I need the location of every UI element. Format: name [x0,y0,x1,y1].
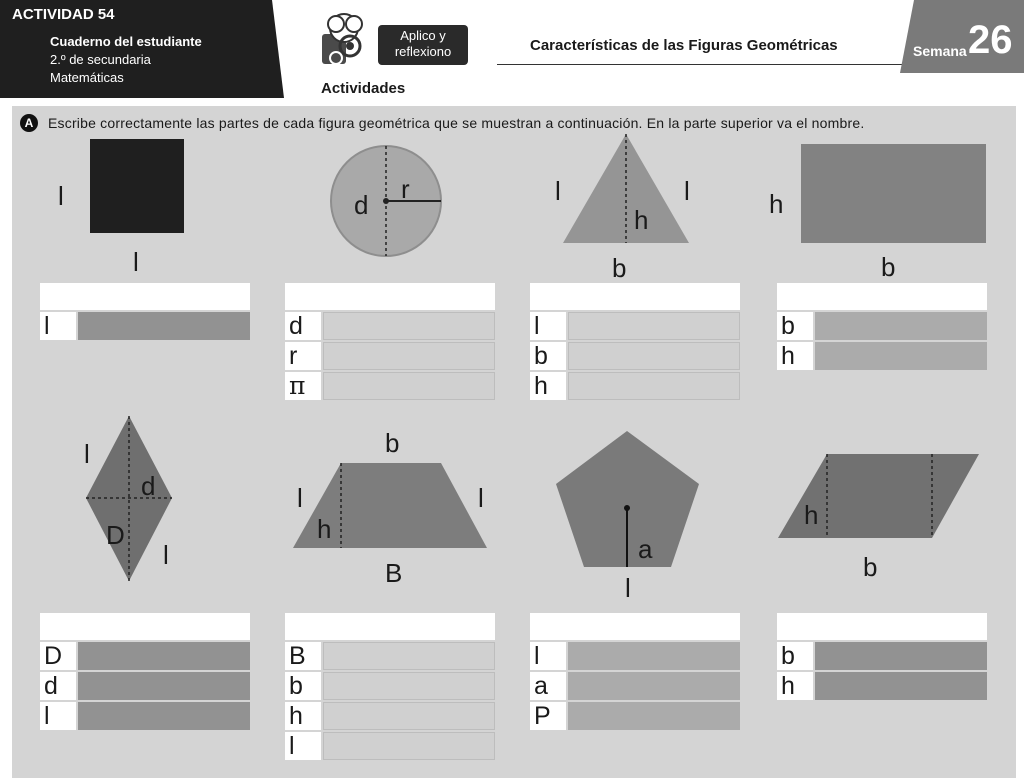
week-number: 26 [968,18,1013,62]
figure-name-input[interactable] [777,613,987,640]
table-row [530,642,740,670]
table-row [285,312,495,340]
element-input[interactable] [568,672,740,700]
table-row [530,312,740,340]
element-label: h [530,372,566,400]
table-row [530,372,740,400]
trapezoid-minor-base: b [385,428,400,458]
rectangle-figure [801,144,986,243]
badge-line-1: Aplico y [400,28,446,43]
figure-name-input[interactable] [285,283,495,310]
figure-name-input[interactable] [40,283,250,310]
figure-name-input[interactable] [40,613,250,640]
table-row [530,702,740,730]
element-input[interactable] [323,672,495,700]
element-input[interactable] [568,372,740,400]
element-input[interactable] [568,312,740,340]
answer-table-trapezoid [285,613,495,760]
element-input[interactable] [323,642,495,670]
triangle-figure [563,134,689,243]
rhombus-figure [86,416,172,581]
pentagon-figure [556,431,699,567]
table-row [285,342,495,370]
element-input[interactable] [815,642,987,670]
element-label: l [285,732,321,760]
subject-text: Matemáticas [50,70,124,85]
figure-name-input[interactable] [777,283,987,310]
answer-table-rhombus [40,613,250,730]
element-label: l [40,312,76,340]
table-row [285,372,495,400]
rhombus-minor-diagonal: d [141,471,156,501]
element-input[interactable] [323,312,495,340]
answer-table-circle [285,283,495,400]
activity-title: ACTIVIDAD 54 [12,6,115,23]
element-input[interactable] [323,702,495,730]
rhombus-side-bottom: l [163,540,169,570]
grade-text: 2.º de secundaria [50,52,151,67]
element-label: l [40,702,76,730]
element-label: h [285,702,321,730]
element-input[interactable] [78,312,250,340]
pentagon-apothem-label: a [638,534,653,564]
element-label: l [530,642,566,670]
rectangle-height-label: h [769,189,784,219]
book-name: Cuaderno del estudiante [50,34,202,49]
answer-table-pentagon [530,613,740,730]
table-row [40,702,250,730]
element-label: B [285,642,321,670]
trapezoid-major-base: B [385,558,403,588]
trapezoid-height-label: h [317,514,332,544]
badge-line-2: reflexiono [394,44,452,59]
element-input[interactable] [323,372,495,400]
answer-table-rectangle [777,283,987,370]
circle-radius-label: r [401,174,410,204]
table-row [285,642,495,670]
table-row [530,672,740,700]
answer-table-parallelogram [777,613,987,700]
section-marker: A [20,114,38,132]
week-label: Semana [913,43,967,59]
element-input[interactable] [815,672,987,700]
square-side-bottom: l [133,247,139,277]
element-input[interactable] [815,342,987,370]
table-row [777,312,987,340]
element-label: b [285,672,321,700]
element-input[interactable] [78,702,250,730]
element-label: d [285,312,321,340]
table-row [285,732,495,760]
square-side-left: l [58,181,64,211]
element-label: h [777,672,813,700]
parallelogram-base-label: b [863,552,878,582]
rectangle-base-label: b [881,252,896,282]
figure-name-input[interactable] [285,613,495,640]
table-row [40,672,250,700]
figure-name-input[interactable] [530,613,740,640]
topic-title: Características de las Figuras Geométricas [530,37,838,54]
element-label: h [777,342,813,370]
triangle-height-label: h [634,205,649,235]
element-label: b [530,342,566,370]
circle-diameter-label: d [354,190,369,220]
element-label: l [530,312,566,340]
triangle-side-left: l [555,176,561,206]
triangle-side-right: l [684,176,690,206]
trapezoid-side-left: l [297,483,303,513]
table-row [777,642,987,670]
element-label: d [40,672,76,700]
table-row [530,342,740,370]
element-input[interactable] [568,702,740,730]
element-input[interactable] [815,312,987,340]
square-figure [90,139,184,233]
pentagon-side-label: l [625,573,631,603]
answer-table-triangle [530,283,740,400]
table-row [285,702,495,730]
element-input[interactable] [568,342,740,370]
element-label: π [285,372,321,400]
element-label: P [530,702,566,730]
rhombus-major-diagonal: D [106,520,125,550]
element-input[interactable] [323,342,495,370]
parallelogram-height-label: h [804,500,819,530]
circle-figure [331,146,441,256]
element-label: r [285,342,321,370]
element-input[interactable] [78,642,250,670]
element-input[interactable] [323,732,495,760]
instruction-text: Escribe correctamente las partes de cada figura geométrica que se muestran a continuación. En la parte superior va el nombre. [48,115,865,131]
element-label: a [530,672,566,700]
element-input[interactable] [78,672,250,700]
element-label: b [777,312,813,340]
table-row [40,312,250,340]
triangle-base-label: b [612,253,627,283]
table-row [285,672,495,700]
element-label: b [777,642,813,670]
trapezoid-side-right: l [478,483,484,513]
element-label: D [40,642,76,670]
section-title: Actividades [321,80,406,97]
answer-table-square [40,283,250,340]
table-row [777,672,987,700]
figure-name-input[interactable] [530,283,740,310]
table-row [40,642,250,670]
element-input[interactable] [568,642,740,670]
rhombus-side-top: l [84,439,90,469]
table-row [777,342,987,370]
